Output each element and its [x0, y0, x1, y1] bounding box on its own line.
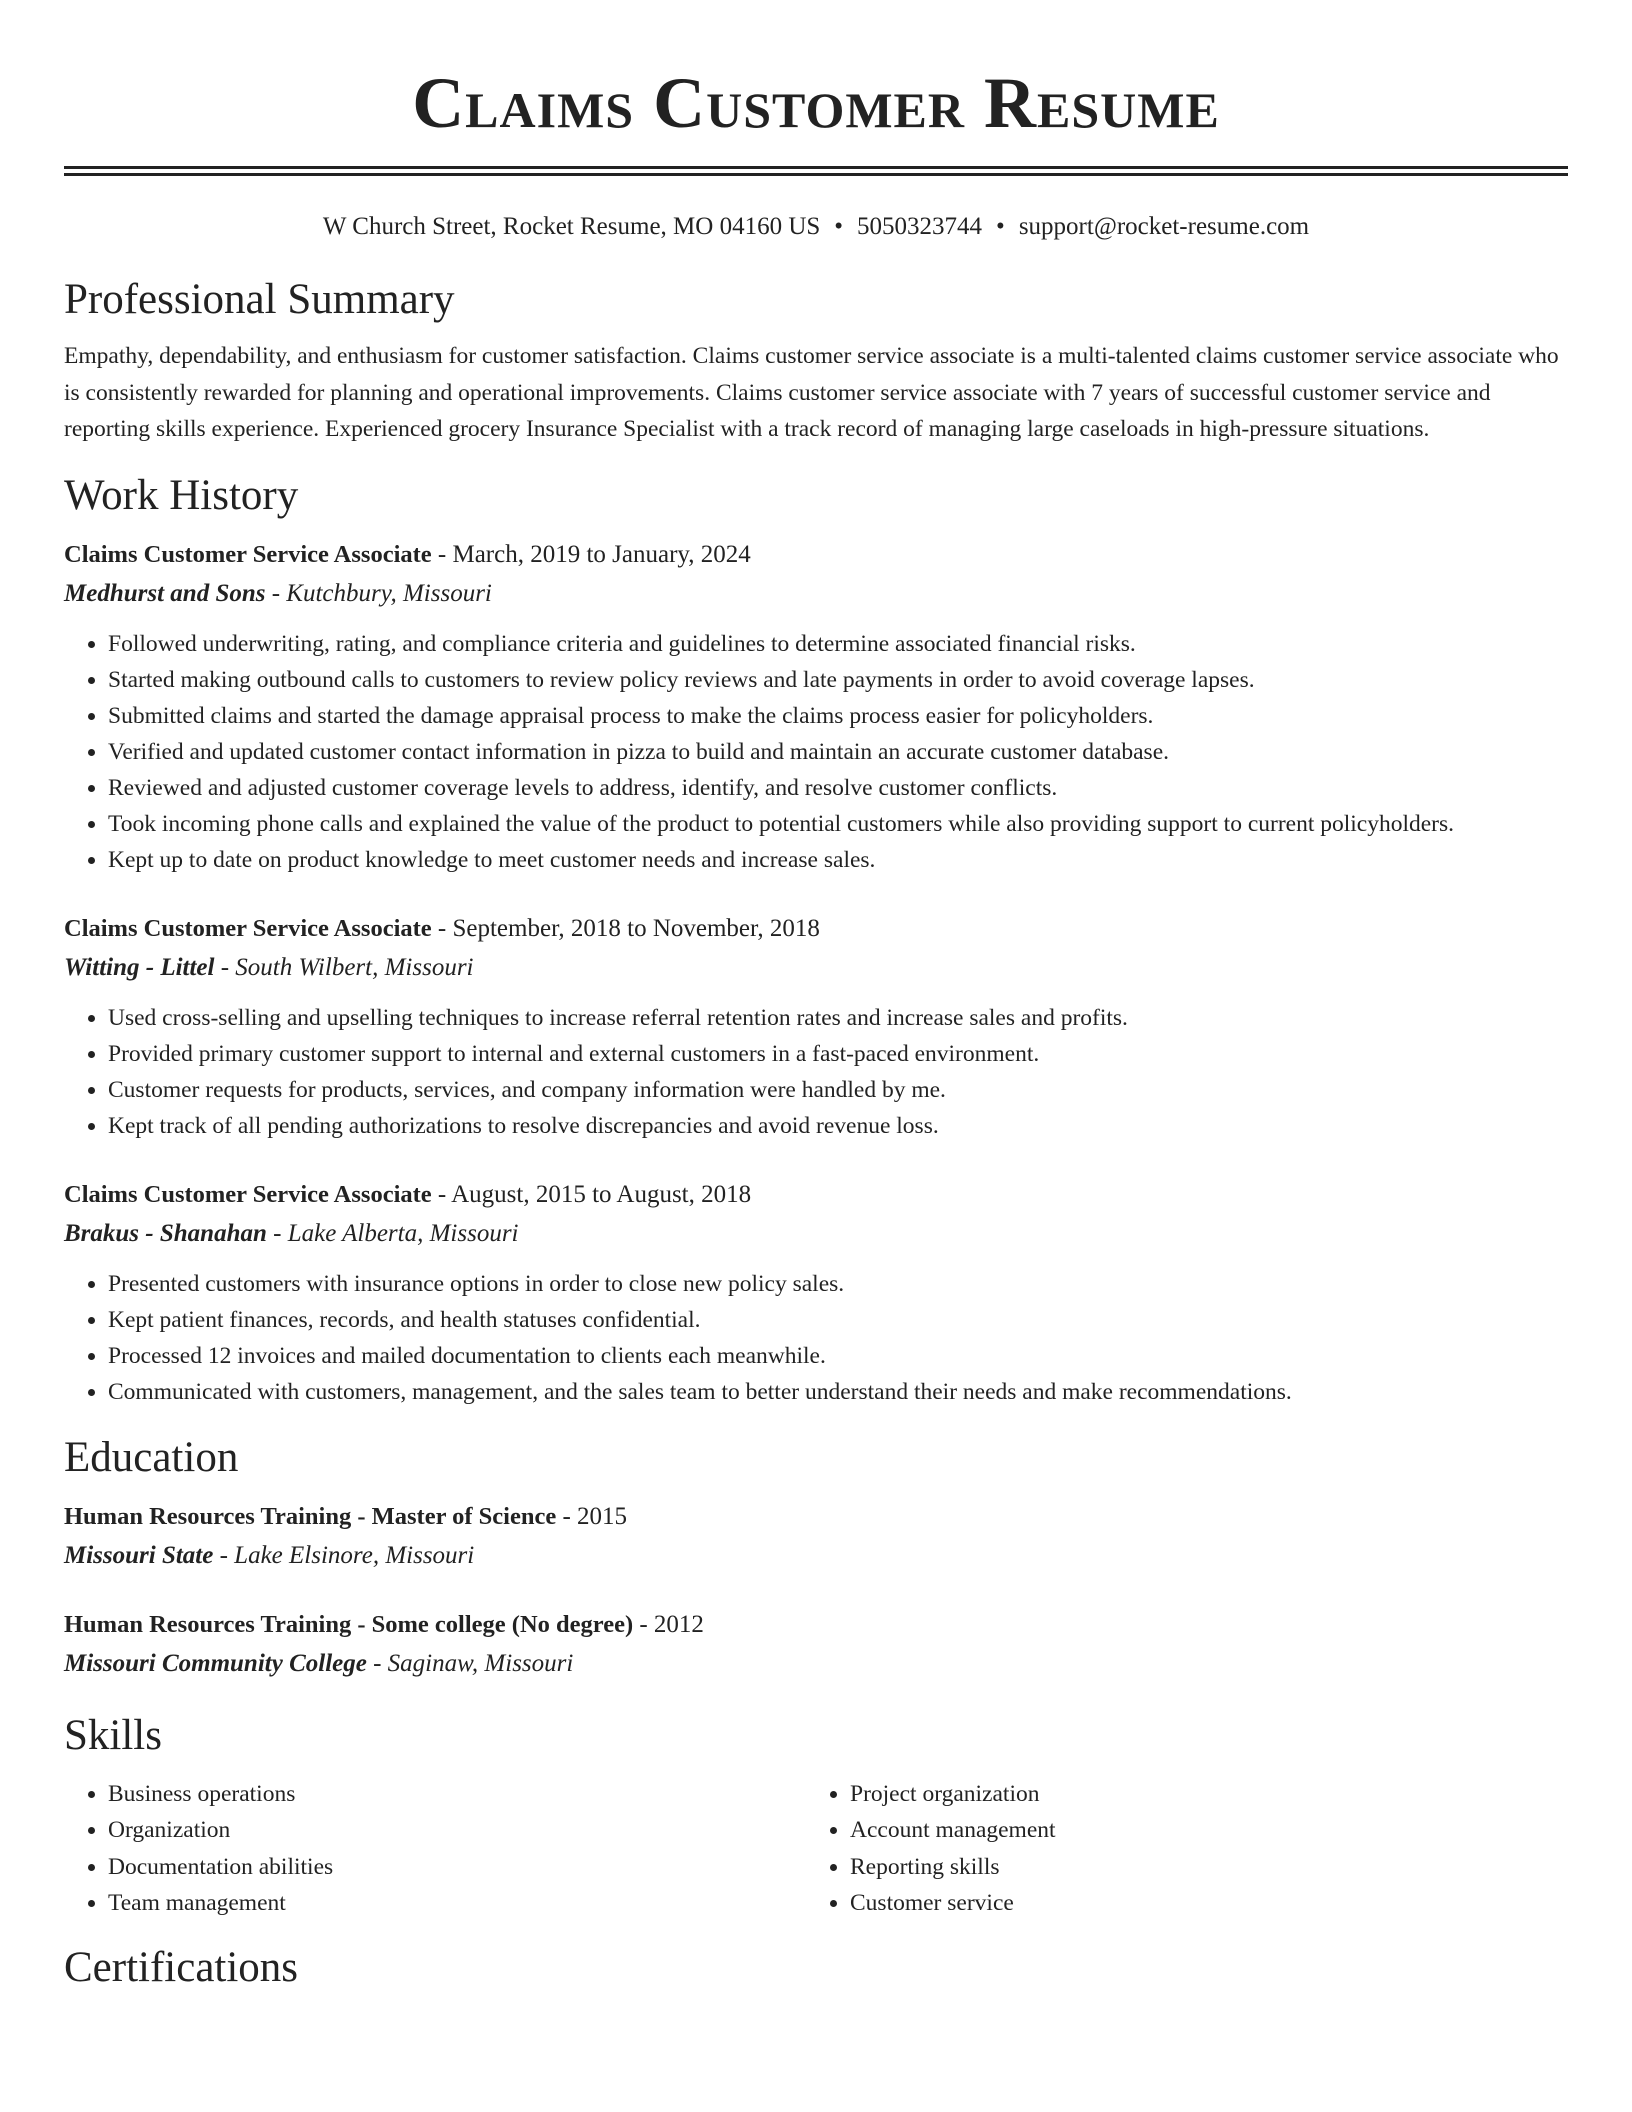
- education-header: [64, 1498, 1568, 1536]
- job-title: Claims Customer Service Associate: [64, 1180, 432, 1208]
- list-item: • Started making outbound calls to customers to review policy reviews and late payments in order to avoid coverage lapses.: [108, 662, 1568, 698]
- education-entry: [64, 1606, 1568, 1684]
- job-duties: [64, 1000, 1568, 1144]
- skills-column-right: [806, 1776, 1548, 1922]
- job-employer: [64, 1214, 1568, 1254]
- job-dates: - March, 2019 to January, 2024: [431, 540, 751, 568]
- job-employer: [64, 574, 1568, 614]
- skills-column-left: [64, 1776, 806, 1922]
- education-location: - Lake Elsinore, Missouri: [213, 1541, 475, 1569]
- job-location: - Kutchbury, Missouri: [265, 579, 492, 607]
- list-item: • Reviewed and adjusted customer coverage levels to address, identify, and resolve customer conflicts.: [108, 770, 1568, 806]
- education-year: - 2015: [556, 1502, 628, 1530]
- job-dates: - September, 2018 to November, 2018: [431, 914, 820, 942]
- job-company: Medhurst and Sons: [64, 579, 266, 607]
- list-item: • Communicated with customers, management, and the sales team to better understand their needs and make recommendations.: [108, 1374, 1568, 1410]
- contact-separator: •: [834, 213, 844, 240]
- job-duties: [64, 626, 1568, 878]
- contact-phone: 5050323744: [857, 213, 983, 240]
- list-item: • Presented customers with insurance options in order to close new policy sales.: [108, 1266, 1568, 1302]
- list-item: • Followed underwriting, rating, and compliance criteria and guidelines to determine associated financial risks.: [108, 626, 1568, 662]
- list-item: • Organization: [108, 1812, 806, 1849]
- contact-email: support@rocket-resume.com: [1018, 213, 1310, 240]
- list-item: • Kept up to date on product knowledge to meet customer needs and increase sales.: [108, 842, 1568, 878]
- education-degree: Human Resources Training - Some college (No degree): [64, 1610, 634, 1638]
- list-item: • Team management: [108, 1885, 806, 1922]
- job-employer: [64, 948, 1568, 988]
- education-degree: Human Resources Training - Master of Science: [64, 1502, 557, 1530]
- job-duties: [64, 1266, 1568, 1410]
- list-item: • Kept patient finances, records, and health statuses confidential.: [108, 1302, 1568, 1338]
- job-header: [64, 1176, 1568, 1214]
- list-item: • Provided primary customer support to internal and external customers in a fast-paced environment.: [108, 1036, 1568, 1072]
- job-company: Witting - Littel: [64, 953, 215, 981]
- job-company: Brakus - Shanahan: [64, 1219, 267, 1247]
- contact-address: W Church Street, Rocket Resume, MO 04160 US: [322, 213, 821, 240]
- contact-line: [64, 210, 1568, 244]
- title-divider: [64, 166, 1568, 176]
- list-item: • Reporting skills: [850, 1849, 1548, 1886]
- list-item: • Submitted claims and started the damage appraisal process to make the claims process easier for policyholders.: [108, 698, 1568, 734]
- resume-title: Claims Customer Resume: [412, 63, 1220, 143]
- section-heading-certifications: Certifications: [64, 1943, 299, 1991]
- job-title: Claims Customer Service Associate: [64, 914, 432, 942]
- list-item: • Customer service: [850, 1885, 1548, 1922]
- job-location: - South Wilbert, Missouri: [214, 953, 474, 981]
- education-location: - Saginaw, Missouri: [366, 1649, 574, 1677]
- section-heading-education: Education: [64, 1433, 239, 1481]
- list-item: • Project organization: [850, 1776, 1548, 1813]
- list-item: • Took incoming phone calls and explained the value of the product to potential customers while also providing support to current policyholders.: [108, 806, 1568, 842]
- list-item: • Customer requests for products, services, and company information were handled by me.: [108, 1072, 1568, 1108]
- list-item: • Processed 12 invoices and mailed documentation to clients each meanwhile.: [108, 1338, 1568, 1374]
- job-entry: [64, 910, 1568, 1144]
- education-school-line: [64, 1644, 1568, 1684]
- list-item: • Kept track of all pending authorizations to resolve discrepancies and avoid revenue loss.: [108, 1108, 1568, 1144]
- section-heading-work-history: Work History: [64, 471, 299, 519]
- section-heading-summary: Professional Summary: [64, 276, 455, 323]
- list-item: • Documentation abilities: [108, 1849, 806, 1886]
- job-location: - Lake Alberta, Missouri: [266, 1219, 519, 1247]
- list-item: • Account management: [850, 1812, 1548, 1849]
- education-school: Missouri Community College: [64, 1649, 367, 1677]
- education-school: Missouri State: [64, 1541, 214, 1569]
- education-entry: [64, 1498, 1568, 1576]
- job-title: Claims Customer Service Associate: [64, 540, 432, 568]
- job-dates: - August, 2015 to August, 2018: [431, 1180, 752, 1208]
- education-school-line: [64, 1536, 1568, 1576]
- contact-separator: •: [996, 213, 1005, 240]
- education-year: - 2012: [633, 1610, 704, 1638]
- list-item: • Business operations: [108, 1776, 806, 1813]
- job-entry: [64, 1176, 1568, 1410]
- job-header: [64, 910, 1568, 948]
- list-item: • Used cross-selling and upselling techniques to increase referral retention rates and increase sales and profits.: [108, 1000, 1568, 1036]
- list-item: • Verified and updated customer contact information in pizza to build and maintain an accurate customer database.: [108, 734, 1568, 770]
- summary-text: Empathy, dependability, and enthusiasm for customer satisfaction. Claims customer service associate is a multi-talented claims customer service associate who is consistently rewarded for planning and operational improvements. Claims customer service associate with 7 years of successful customer service and reporting skills experience. Experienced grocery Insurance Specialist with a track record of managing large caseloads in high-pressure situations.: [64, 343, 1559, 442]
- job-entry: [64, 536, 1568, 878]
- section-heading-skills: Skills: [64, 1711, 162, 1759]
- education-header: [64, 1606, 1568, 1644]
- job-header: [64, 536, 1568, 574]
- skills-list: [64, 1776, 1568, 1922]
